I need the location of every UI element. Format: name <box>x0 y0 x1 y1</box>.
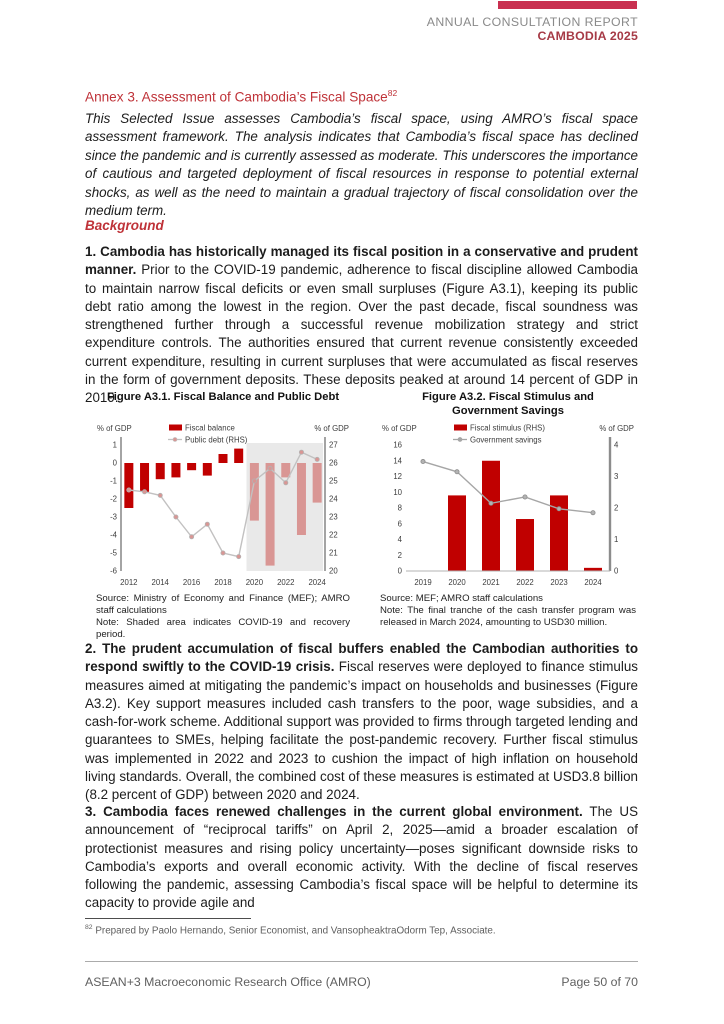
paragraph-2 <box>85 640 638 805</box>
svg-text:3: 3 <box>614 472 619 482</box>
svg-text:4: 4 <box>614 440 619 450</box>
svg-text:0: 0 <box>614 566 619 576</box>
svg-text:Government savings: Government savings <box>470 435 542 445</box>
svg-text:-4: -4 <box>110 530 117 540</box>
svg-text:20: 20 <box>329 566 338 576</box>
figure-a3-2 <box>377 391 639 641</box>
svg-text:-5: -5 <box>110 548 117 558</box>
background-heading: Background <box>85 218 164 233</box>
svg-text:1: 1 <box>614 535 619 545</box>
figure-a3-2-source: Source: MEF; AMRO staff calculations <box>380 593 543 604</box>
svg-text:25: 25 <box>329 476 338 486</box>
footnote-ref: 82 <box>85 924 93 931</box>
svg-text:0: 0 <box>112 458 117 468</box>
svg-text:Fiscal balance: Fiscal balance <box>185 423 235 433</box>
footnote-text: Prepared by Paolo Hernando, Senior Economist, and VansopheaktraOdorm Tep, Associate. <box>95 925 496 937</box>
svg-text:6: 6 <box>397 519 402 529</box>
paragraph-2-lead: 2. The prudent accumulation of fiscal buffers enabled the Cambodian authorities to respond swiftly to the COVID-19 crisis. <box>85 641 638 675</box>
footnote-block <box>85 918 638 936</box>
svg-text:12: 12 <box>393 472 402 482</box>
svg-text:2023: 2023 <box>550 578 568 587</box>
paragraph-3 <box>85 803 638 913</box>
svg-text:2016: 2016 <box>182 578 201 587</box>
svg-text:% of GDP: % of GDP <box>97 424 132 433</box>
figure-a3-1 <box>93 391 353 641</box>
paragraph-2-body: Fiscal reserves were deployed to finance stimulus measures aimed at mitigating the pandemic’s impact on households and businesses (Figure A3.2). Key support measures included cash transfers to the poor, wage subsidies, and a cash-for-work scheme. Additional support was provided to firms through targeted lending and guarantees to SMEs, helping facilitate the post-pandemic recovery. Further fiscal stimulus was implemented in 2022 and 2023 to cushion the impact of high inflation on household living standards. Overall, the combined cost of these measures is estimated at USD3.8 billion (8.2 percent of GDP) between 2020 and 2024. <box>85 659 638 803</box>
svg-text:27: 27 <box>329 440 338 450</box>
fiscal-stimulus-chart <box>380 419 636 589</box>
figure-a3-1-notes <box>93 593 353 641</box>
svg-text:2012: 2012 <box>120 578 138 587</box>
svg-text:2020: 2020 <box>448 578 466 587</box>
annex-footnote-ref: 82 <box>387 88 398 98</box>
paragraph-3-lead: 3. Cambodia faces renewed challenges in the current global environment. <box>85 804 583 819</box>
svg-text:24: 24 <box>329 494 338 504</box>
svg-text:2022: 2022 <box>516 578 534 587</box>
report-edition: CAMBODIA 2025 <box>537 29 638 43</box>
paragraph-3-body: The US announcement of “reciprocal tariffs” on April 2, 2025—amid a broader escalation of protectionist measures and rising policy uncertainty—poses significant downside risks to Cambodia’s exports and overall economic activity. With the decline of fiscal reserves following the pandemic, assessing Cambodia’s fiscal space will be helpful to determine its capacity to provide agile and <box>85 804 639 911</box>
svg-text:2: 2 <box>397 550 402 560</box>
svg-text:21: 21 <box>329 548 338 558</box>
footer-organization: ASEAN+3 Macroeconomic Research Office (AMRO) <box>85 975 371 989</box>
figure-a3-2-notes <box>377 593 639 629</box>
svg-text:% of GDP: % of GDP <box>599 424 634 433</box>
header-accent-bar <box>498 1 637 9</box>
svg-text:-1: -1 <box>110 476 117 486</box>
svg-text:10: 10 <box>393 487 402 497</box>
svg-text:4: 4 <box>397 535 402 545</box>
svg-text:26: 26 <box>329 458 338 468</box>
report-title: ANNUAL CONSULTATION REPORT <box>426 15 638 29</box>
svg-text:% of GDP: % of GDP <box>314 424 349 433</box>
paragraph-1-lead: 1. Cambodia has historically managed its fiscal position in a conservative and prudent manner. <box>85 244 638 278</box>
svg-text:2022: 2022 <box>277 578 295 587</box>
svg-text:2: 2 <box>614 503 619 513</box>
footnote <box>85 924 638 936</box>
svg-text:2024: 2024 <box>308 578 326 587</box>
svg-text:2024: 2024 <box>584 578 602 587</box>
svg-text:0: 0 <box>397 566 402 576</box>
svg-text:% of GDP: % of GDP <box>382 424 417 433</box>
fiscal-balance-chart <box>95 419 351 589</box>
page-header <box>427 15 638 43</box>
svg-text:-6: -6 <box>110 566 117 576</box>
footer-page-number: Page 50 of 70 <box>561 975 638 989</box>
svg-text:-3: -3 <box>110 512 117 522</box>
annex-title-text: Annex 3. Assessment of Cambodia’s Fiscal Space <box>85 89 388 105</box>
svg-text:2021: 2021 <box>482 578 500 587</box>
svg-text:Fiscal stimulus (RHS): Fiscal stimulus (RHS) <box>470 423 545 433</box>
abstract-paragraph: This Selected Issue assesses Cambodia’s fiscal space, using AMRO’s fiscal space assessment framework. The analysis indicates that Cambodia’s fiscal space has declined since the pandemic and is currently assessed as moderate. This underscores the importance of cautious and targeted deployment of fiscal resources in response to potential external shocks, as well as the need to maintain a gradual trajectory of fiscal consolidation over the medium term. <box>85 111 638 219</box>
paragraph-1-body: Prior to the COVID-19 pandemic, adherence to fiscal discipline allowed Cambodia to maintain narrow fiscal deficits or even small surpluses (Figure A3.1), keeping its public debt ratio among the lowest in the region. Over the past decade, fiscal soundness was strengthened further through a successful revenue mobilization strategy and strict expenditure controls. The authorities ensured that current revenue consistently exceeded current expenditure, resulting in current surpluses that were accumulated as fiscal reserves in the form of government deposits. These deposits peaked at around 14 percent of GDP in 2019. <box>85 262 638 406</box>
page-footer <box>85 961 638 989</box>
svg-text:14: 14 <box>393 456 402 466</box>
figure-a3-1-caption: Figure A3.1. Fiscal Balance and Public Debt <box>106 391 340 403</box>
svg-text:2020: 2020 <box>245 578 264 587</box>
figure-a3-2-caption: Figure A3.2. Fiscal Stimulus and Government Savings <box>422 391 594 417</box>
svg-text:23: 23 <box>329 512 338 522</box>
svg-text:-2: -2 <box>110 494 117 504</box>
figure-a3-1-note: Note: Shaded area indicates COVID-19 and recovery period. <box>96 617 350 641</box>
svg-text:22: 22 <box>329 530 338 540</box>
figures-row <box>85 391 645 641</box>
annex-title <box>85 88 638 105</box>
svg-text:16: 16 <box>393 440 402 450</box>
figure-a3-1-source: Source: Ministry of Economy and Finance (MEF); AMRO staff calculations <box>96 593 350 617</box>
svg-text:Public debt (RHS): Public debt (RHS) <box>185 435 248 445</box>
svg-text:2019: 2019 <box>414 578 432 587</box>
svg-text:1: 1 <box>112 440 117 450</box>
figure-a3-2-note: Note: The final tranche of the cash transfer program was released in March 2024, amounting to USD30 million. <box>380 605 636 629</box>
footnote-rule <box>85 918 251 919</box>
svg-text:2018: 2018 <box>214 578 232 587</box>
svg-text:2014: 2014 <box>151 578 169 587</box>
svg-text:8: 8 <box>397 503 402 513</box>
paragraph-1 <box>85 243 638 408</box>
